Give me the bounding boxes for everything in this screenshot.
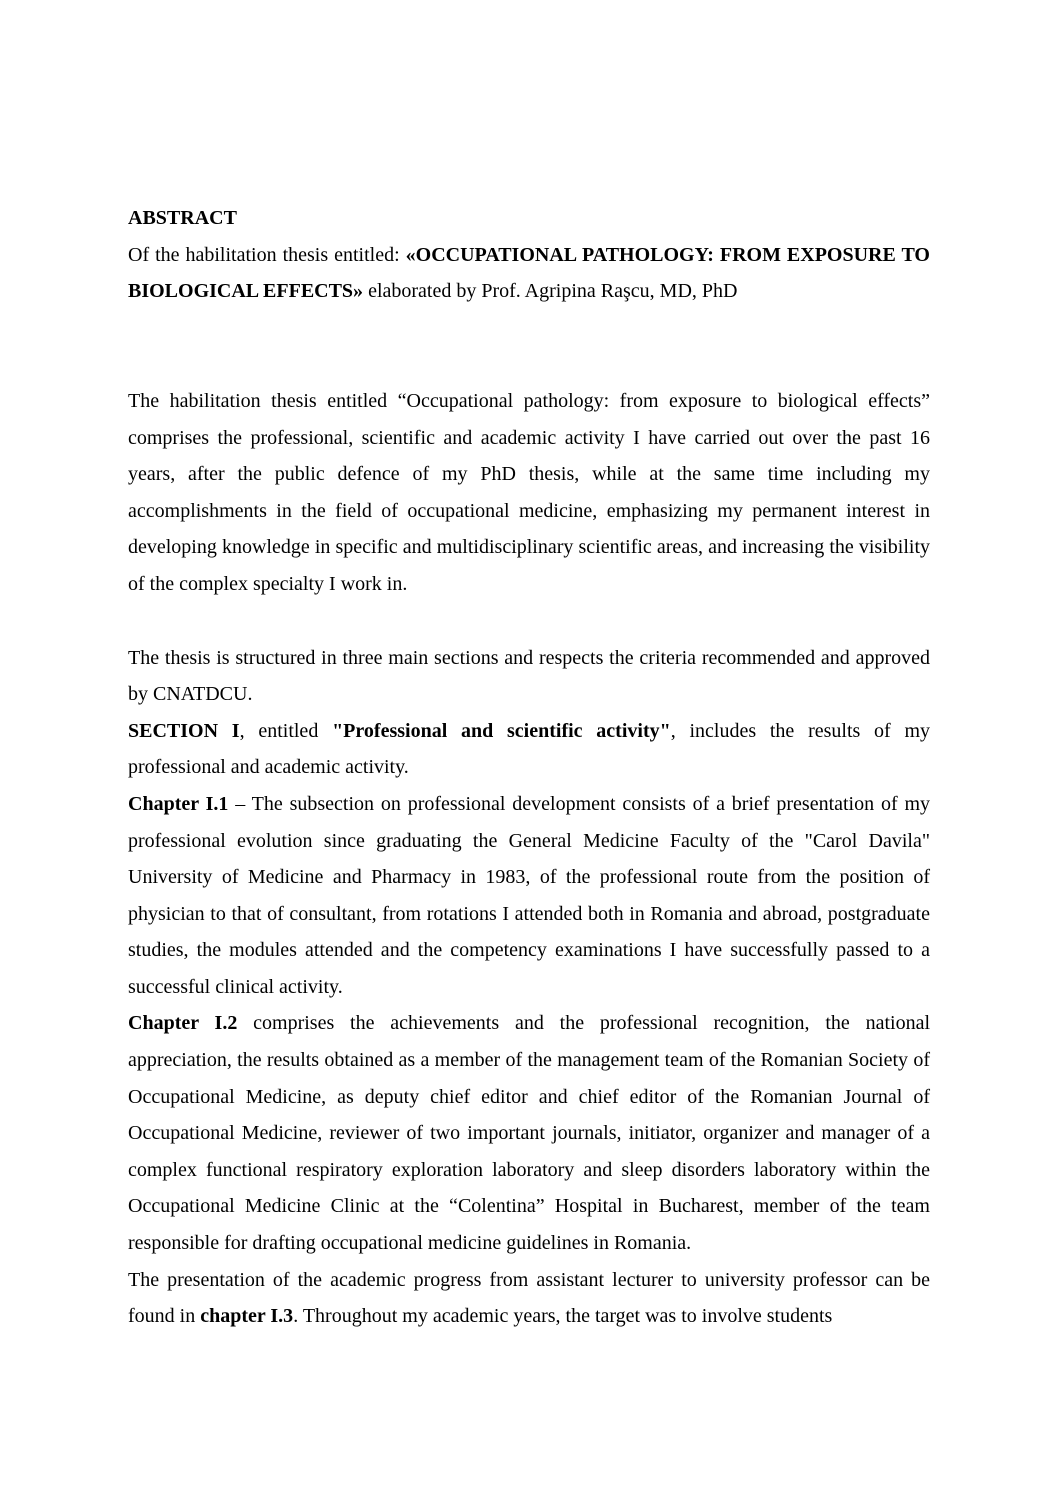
chapter-1-2-paragraph [128,1005,930,1261]
chapter-1-1-label: Chapter I.1 [128,792,229,815]
section-1-title: "Professional and scientific activity" [332,719,671,742]
chapter-1-3-label: chapter I.3 [200,1305,294,1328]
section-1-rest: , includes the results of my professional and academic activity. [128,719,931,779]
chapter-1-3-text: . Throughout my academic years, the target was to involve students [293,1305,833,1328]
chapter-1-1-paragraph [128,786,930,1006]
chapter-1-3-paragraph [128,1262,930,1335]
spacer [128,603,930,640]
thesis-intro [128,237,930,310]
chapter-1-3-prefix: The presentation of the academic progress from assistant lecturer to university professor can be found in [128,1268,930,1328]
section-1-mid: , entitled [239,719,333,742]
chapter-1-2-text: comprises the achievements and the professional recognition, the national appreciation, the results obtained as a member of the management team of the Romanian Society of Occupational Medicine, as deputy chief editor and chief editor of the Romanian Journal of Occupational Medicine, reviewer of two important journals, initiator, organizer and manager of a complex functional respiratory exploration laboratory and sleep disorders laboratory within the Occupational Medicine Clinic at the “Colentina” Hospital in Bucharest, member of the team responsible for drafting occupational medicine guidelines in Romania. [128,1012,930,1255]
abstract-heading: ABSTRACT [128,207,237,229]
spacer [128,346,930,383]
section-1-label: SECTION I [128,719,240,742]
intro-prefix: Of the habilitation thesis entitled: [128,243,406,266]
document-page [128,200,930,1335]
intro-author: elaborated by Prof. Agripina Raşcu, MD, PhD [363,280,738,303]
spacer [128,310,930,347]
paragraph-structure: The thesis is structured in three main sections and respects the criteria recommended and approved by CNATDCU. [128,646,930,706]
thesis-title: «OCCUPATIONAL PATHOLOGY: FROM EXPOSURE TO BIOLOGICAL EFFECTS» [128,243,930,303]
section-1-paragraph [128,713,930,786]
paragraph-overview: The habilitation thesis entitled “Occupational pathology: from exposure to biological effects” comprises the professional, scientific and academic activity I have carried out over the past 16 years, after the public defence of my PhD thesis, while at the same time including my accomplishments in the field of occupational medicine, emphasizing my permanent interest in developing knowledge in specific and multidisciplinary scientific areas, and increasing the visibility of the complex specialty I work in. [128,389,930,595]
chapter-1-2-label: Chapter I.2 [128,1012,238,1035]
chapter-1-1-text: – The subsection on professional development consists of a brief presentation of my professional evolution since graduating the General Medicine Faculty of the "Carol Davila" University of Medicine and Pharmacy in 1983, of the professional route from the position of physician to that of consultant, from rotations I attended both in Romania and abroad, postgraduate studies, the modules attended and the competency examinations I have successfully passed to a successful clinical activity. [128,792,930,998]
